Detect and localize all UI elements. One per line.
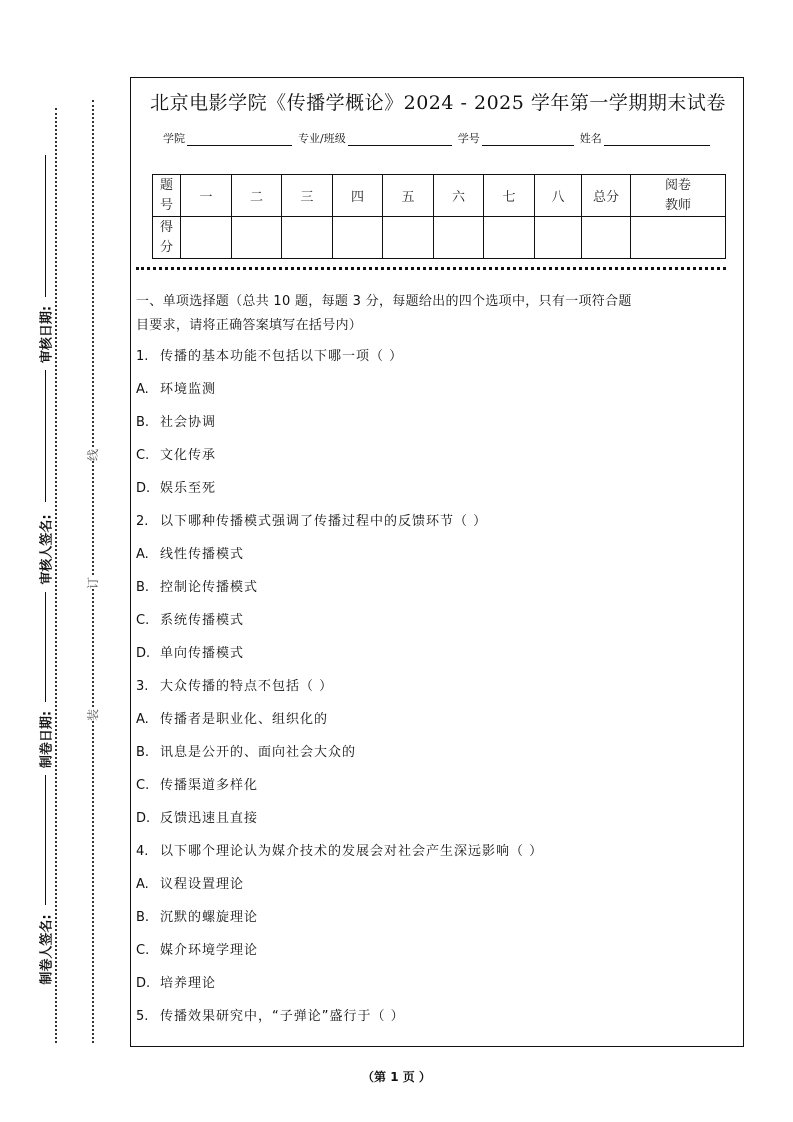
col-header-total: 总分 (582, 175, 631, 217)
option-text: 议程设置理论 (160, 877, 245, 892)
grader-header-line2: 教师 (664, 197, 691, 213)
college-label: 学院 (163, 132, 185, 145)
score-cell-5[interactable] (383, 217, 434, 259)
question-text: 大众传播的特点不包括（ ） (160, 679, 334, 694)
option-key: D. (136, 646, 151, 661)
score-cell-total[interactable] (582, 217, 631, 259)
option-2c (136, 609, 244, 628)
option-text: 沉默的螺旋理论 (160, 910, 259, 925)
cut-mark-bind: 订 (86, 576, 101, 590)
option-key: D. (136, 811, 151, 826)
question-2 (136, 510, 487, 529)
section-heading-line1: 一、单项选择题（总共 10 题，每题 3 分，每题给出的四个选项中，只有一项符合题 (136, 294, 632, 309)
option-2b (136, 576, 258, 595)
question-4 (136, 840, 543, 859)
question-3 (136, 675, 333, 694)
question-number: 1. (136, 349, 149, 364)
question-number-row (153, 175, 726, 217)
question-number: 4. (136, 844, 149, 859)
score-cell-3[interactable] (282, 217, 333, 259)
score-cell-grader[interactable] (631, 217, 726, 259)
option-4b (136, 906, 258, 925)
page-number: （第 1 页 ） (362, 1070, 431, 1084)
option-text: 社会协调 (160, 415, 217, 430)
section-single-choice (136, 290, 736, 1024)
preparer-signature-label: 制卷人签名: (39, 914, 55, 985)
cut-mark-assemble: 装 (86, 708, 101, 722)
option-key: B. (136, 745, 150, 760)
option-text: 文化传承 (160, 448, 217, 463)
option-text: 线性传播模式 (160, 547, 245, 562)
binding-dotted-line-outer (92, 100, 94, 1043)
option-key: C. (136, 613, 150, 628)
question-text: 传播效果研究中，“子弹论”盛行于（ ） (160, 1009, 405, 1024)
option-2a (136, 543, 244, 562)
option-1d (136, 477, 216, 496)
major-class-label: 专业/班级 (298, 132, 346, 145)
signature-line (45, 370, 46, 502)
score-cell-8[interactable] (535, 217, 582, 259)
option-text: 控制论传播模式 (160, 580, 259, 595)
signature-line (45, 592, 46, 702)
option-text: 培养理论 (160, 976, 217, 991)
option-key: A. (136, 877, 149, 892)
score-cell-4[interactable] (333, 217, 383, 259)
option-4c (136, 939, 258, 958)
option-key: C. (136, 943, 150, 958)
option-key: D. (136, 481, 151, 496)
binding-dotted-line-inner (55, 108, 57, 1043)
name-label: 姓名 (579, 132, 602, 145)
question-number: 3. (136, 679, 149, 694)
col-header-4: 四 (333, 175, 383, 217)
option-key: B. (136, 580, 150, 595)
header-char: 分 (159, 239, 173, 255)
section-heading (136, 290, 736, 338)
option-key: D. (136, 976, 151, 991)
option-4d (136, 972, 216, 991)
question-number: 5. (136, 1009, 149, 1024)
col-header-2: 二 (232, 175, 282, 217)
col-header-5: 五 (383, 175, 434, 217)
question-text: 以下哪个理论认为媒介技术的发展会对社会产生深远影响（ ） (160, 844, 544, 859)
option-key: B. (136, 415, 150, 430)
option-key: C. (136, 778, 150, 793)
score-header (153, 217, 181, 259)
student-id-label: 学号 (457, 132, 480, 145)
exam-page (130, 77, 744, 1047)
review-date-label: 审核日期: (39, 305, 55, 364)
option-4a (136, 873, 244, 892)
score-cell-2[interactable] (232, 217, 282, 259)
option-1a (136, 378, 216, 397)
signature-line (45, 775, 46, 905)
signature-line (45, 155, 46, 297)
section-heading-line2: 目要求，请将正确答案填写在括号内） (136, 318, 363, 333)
prepare-date-label: 制卷日期: (39, 710, 55, 769)
option-key: A. (136, 382, 149, 397)
score-table (152, 174, 726, 259)
option-1c (136, 444, 216, 463)
col-header-grader (631, 175, 726, 217)
option-3b (136, 741, 356, 760)
question-text: 传播的基本功能不包括以下哪一项（ ） (160, 349, 404, 364)
option-text: 单向传播模式 (160, 646, 245, 661)
option-key: B. (136, 910, 150, 925)
option-3a (136, 708, 328, 727)
score-cell-6[interactable] (434, 217, 484, 259)
question-text: 以下哪种传播模式强调了传播过程中的反馈环节（ ） (160, 514, 488, 529)
major-class-field[interactable] (348, 133, 452, 146)
option-key: A. (136, 712, 149, 727)
option-text: 系统传播模式 (160, 613, 245, 628)
col-header-3: 三 (282, 175, 333, 217)
option-text: 传播者是职业化、组织化的 (160, 712, 329, 727)
section-divider (136, 267, 726, 270)
grader-header-line1: 阅卷 (664, 177, 691, 193)
option-key: C. (136, 448, 150, 463)
score-row (153, 217, 726, 259)
option-text: 媒介环境学理论 (160, 943, 259, 958)
header-char: 题 (159, 177, 173, 193)
option-1b (136, 411, 216, 430)
question-1 (136, 345, 403, 364)
student-info-row (163, 130, 716, 146)
reviewer-signature-label: 审核人签名: (39, 514, 55, 585)
question-number: 2. (136, 514, 149, 529)
option-text: 环境监测 (160, 382, 217, 397)
header-char: 号 (159, 197, 173, 213)
college-field[interactable] (187, 133, 292, 146)
score-cell-7[interactable] (484, 217, 535, 259)
col-header-7: 七 (484, 175, 535, 217)
option-2d (136, 642, 244, 661)
exam-title: 北京电影学院《传播学概论》2024 - 2025 学年第一学期期末试卷 (150, 92, 726, 114)
option-text: 反馈迅速且直接 (160, 811, 259, 826)
option-3d (136, 807, 258, 826)
name-field[interactable] (604, 133, 710, 146)
col-header-8: 八 (535, 175, 582, 217)
cut-mark-line: 线 (86, 448, 101, 462)
option-text: 传播渠道多样化 (160, 778, 259, 793)
option-text: 讯息是公开的、面向社会大众的 (160, 745, 357, 760)
header-char: 得 (159, 219, 173, 235)
option-3c (136, 774, 258, 793)
question-number-header (153, 175, 181, 217)
question-5 (136, 1005, 405, 1024)
col-header-1: 一 (181, 175, 232, 217)
col-header-6: 六 (434, 175, 484, 217)
option-text: 娱乐至死 (160, 481, 217, 496)
option-key: A. (136, 547, 149, 562)
score-cell-1[interactable] (181, 217, 232, 259)
student-id-field[interactable] (482, 133, 574, 146)
